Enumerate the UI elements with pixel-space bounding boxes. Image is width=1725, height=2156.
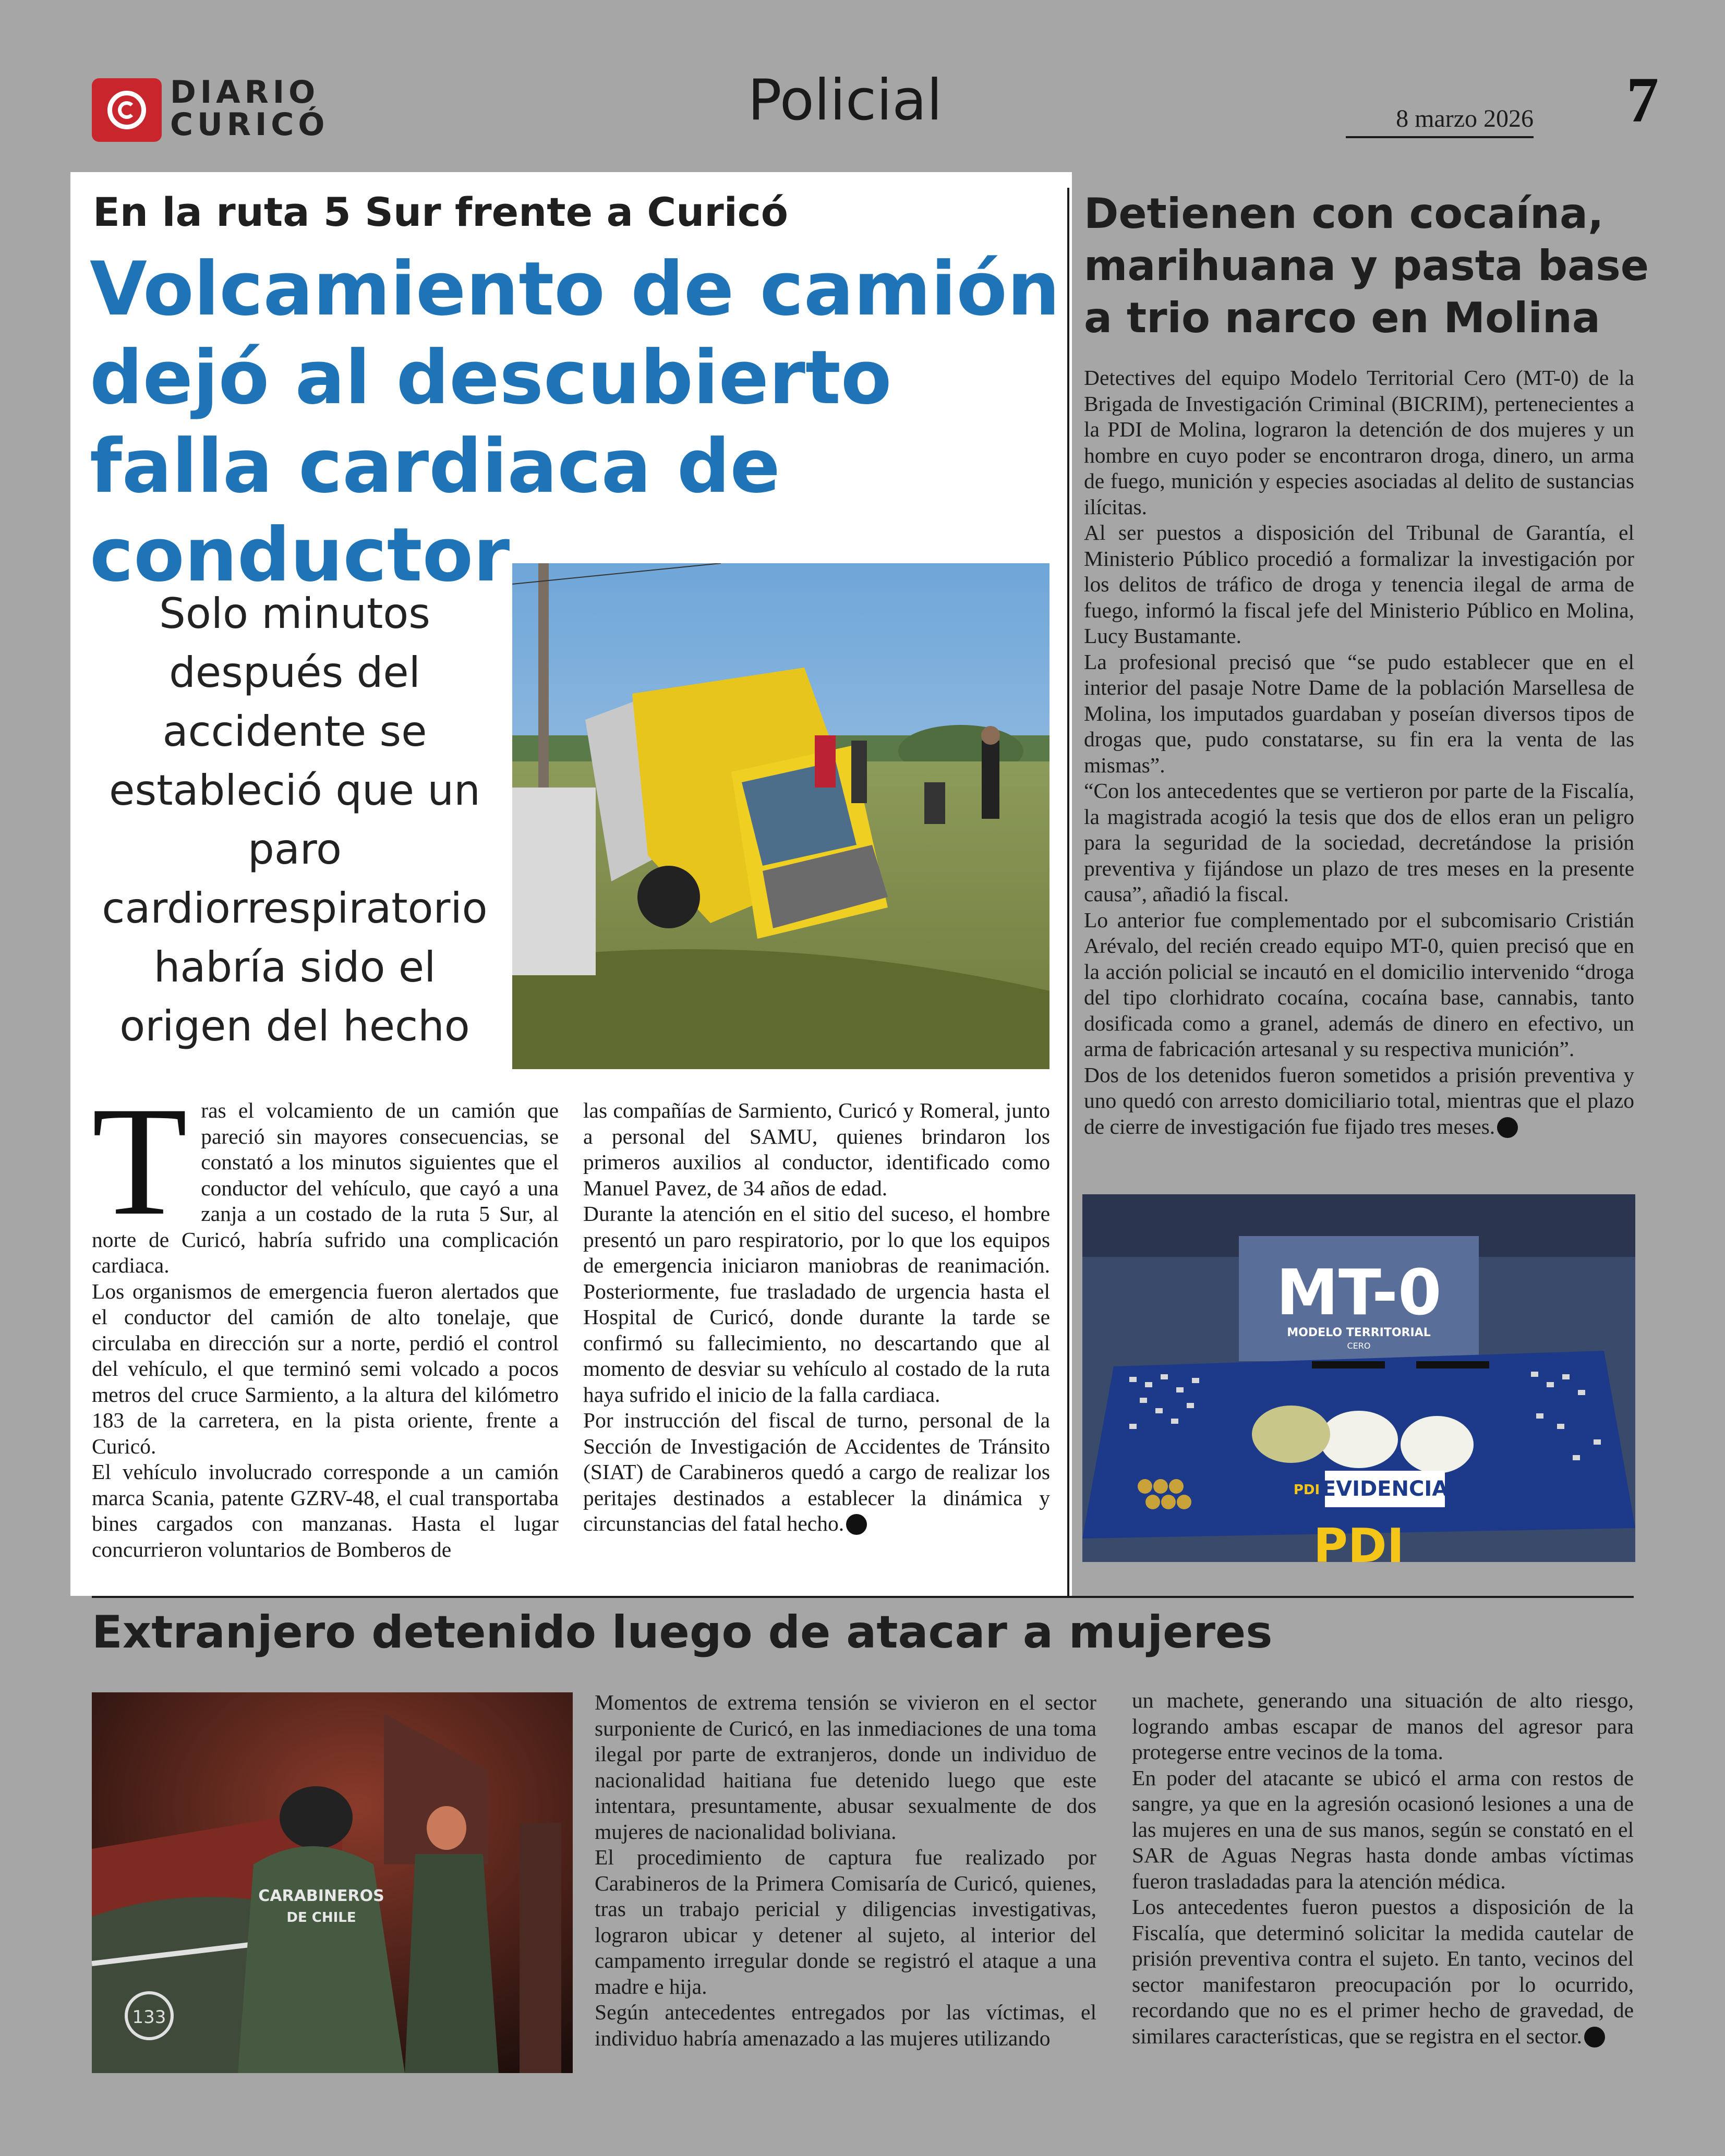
main-article-kicker: En la ruta 5 Sur frente a Curicó <box>93 189 789 235</box>
bottom-article-headline: Extranjero detenido luego de atacar a mujeres <box>92 1606 1273 1658</box>
end-mark-icon <box>846 1514 867 1535</box>
bottom-article-paragraph: Según antecedentes entregados por las víctimas, el individuo habría amenazado a las mujeres utilizando <box>595 2000 1096 2050</box>
page-number: 7 <box>1626 64 1659 136</box>
bottom-article-paragraph: Momentos de extrema tensión se vivieron en el sector surponiente de Curicó, en las inmediaciones de una toma ilegal por parte de extranjeros, donde un individuo de nacionalidad haitiana fue detenido luego que este intentara, presuntamente, abusar sexualmente de dos mujeres de nacionalidad boliviana. <box>595 1690 1096 1844</box>
main-article-paragraph: Durante la atención en el sitio del suceso, el hombre presentó un paro respiratorio, por lo que los equipos de emergencia iniciaron maniobras de reanimación. Posteriormente, fue trasladado de urgencia hasta el Hospital de Curicó, donde durante la tarde se confirmó su fallecimiento, no descartando que al momento de desviar su vehículo al costado de la ruta haya sufrido el inicio de la falla cardiaca. <box>583 1202 1050 1407</box>
seized-evidence-photo <box>1082 1194 1635 1562</box>
main-article-paragraph <box>583 1408 1050 1537</box>
issue-date: 8 marzo 2026 <box>1346 104 1534 138</box>
vest-text-2: DE CHILE <box>286 1910 356 1925</box>
bottom-article-closing-text: Los antecedentes fueron puestos a disposición de la Fiscalía, que determinó solicitar la medida cautelar de prisión preventiva contra el sujeto. En tanto, vecinos del sector manifestaron preocupación por lo ocurrido, recordando que no es el primer hecho de gravedad, de similares características, que se registra en el sector. <box>1132 1895 1634 2048</box>
bottom-article-column-1 <box>595 1690 1096 2051</box>
right-article-paragraph: Al ser puestos a disposición del Tribunal de Garantía, el Ministerio Público procedió a formalizar la investigación por los delitos de tráfico de droga y tenencia ilegal de arma de fuego, informó la fiscal jefe del Ministerio Público en Molina, Lucy Bustamante. <box>1084 520 1634 648</box>
logo-icon <box>92 78 162 142</box>
bottom-article-column-2 <box>1132 1688 1634 2049</box>
police-night-photo <box>92 1692 573 2073</box>
main-article-paragraph: Los organismos de emergencia fueron alertados que el conductor del camión de alto tonelaje, que circulaba en dirección sur a norte, perdió el control del vehículo, el que terminó semi volcado a pocos metros del cruce Sarmiento, a la altura del kilómetro 183 de la carretera, en la pista oriente, frente a Curicó. <box>92 1279 559 1458</box>
end-mark-icon <box>1497 1117 1518 1138</box>
right-article-body <box>1084 365 1634 1140</box>
right-article-paragraph: “Con los antecedentes que se vertieron por parte de la Fiscalía, la magistrada acogió la tesis que dos de ellos eran un peligro para la seguridad de la sociedad, decretándose la prisión preventiva y fijándose un plazo de tres meses en la presente causa”, añadió la fiscal. <box>1084 779 1634 906</box>
vest-text-1: CARABINEROS <box>258 1887 384 1905</box>
logo-line-1: DIARIO <box>170 74 320 111</box>
pull-quote: Solo minutos después del accidente se estableció que un paro cardiorrespiratorio habría sido el origen del hecho <box>102 589 488 1050</box>
main-article-headline: Volcamiento de camión dejó al descubierto falla cardiaca de conductor <box>90 246 1060 598</box>
right-article-paragraph <box>1084 1062 1634 1140</box>
right-article-paragraph: Detectives del equipo Modelo Territorial Cero (MT-0) de la Brigada de Investigación Criminal (BICRIM), pertenecientes a la PDI de Molina, lograron la detención de dos mujeres y un hombre en cuyo poder se encontraron droga, dinero, un arma de fuego, munición y especies asociadas al delito de sustancias ilícitas. <box>1084 366 1634 519</box>
evidence-label-tag: PDI <box>1293 1482 1320 1498</box>
logo-line-2: CURICÓ <box>170 106 329 143</box>
bottom-article-paragraph: En poder del atacante se ubicó el arma con restos de sangre, ya que en la agresión ocasionó lesiones a una de las mujeres en una de sus manos, según se constató en el SAR de Aguas Negras hasta donde ambas víctimas fueron trasladadas para la atención médica. <box>1132 1765 1634 1893</box>
right-article-paragraph: La profesional precisó que “se pudo establecer que en el interior del pasaje Notre Dame de la población Marsellesa de Molina, los imputados guardaban y poseían diversos tipos de drogas que, pudo constatarse, su fin era la venta de las mismas”. <box>1084 649 1634 777</box>
evidence-sign-text: MT-0 <box>1276 1257 1442 1329</box>
evidence-label-text: EVIDENCIA <box>1321 1477 1449 1501</box>
right-article-headline: Detienen con cocaína, marihuana y pasta base a trio narco en Molina <box>1084 189 1649 342</box>
right-article-paragraph: Lo anterior fue complementado por el subcomisario Cristián Arévalo, del recién creado equipo MT-0, quien precisó que en la acción policial se incautó en el domicilio intervenido “droga del tipo clorhidrato cocaína, cocaína base, cannabis, tanto dosificada como a granel, además de dinero en efectivo, un arma de fabricación artesanal y su respectiva munición”. <box>1084 907 1634 1061</box>
photo-bottom-text: PDI <box>1313 1519 1405 1562</box>
right-article-closing-text: Dos de los detenidos fueron sometidos a prisión preventiva y uno quedó con arresto domiciliario total, mientras que el plazo de cierre de investigación fue fijado tres meses. <box>1084 1062 1634 1138</box>
section-title: Policial <box>747 68 943 133</box>
patrol-car-number: 133 <box>132 2007 166 2028</box>
drop-cap: T <box>92 1074 188 1247</box>
evidence-sign-subtitle-2: CERO <box>1347 1341 1371 1351</box>
newspaper-logo <box>170 76 337 141</box>
main-article-closing-text: Por instrucción del fiscal de turno, personal de la Sección de Investigación de Accidentes de Tránsito (SIAT) de Carabineros quedó a cargo de realizar los peritajes destinados a establecer la dinámica y circunstancias del fatal hecho. <box>583 1408 1050 1535</box>
bottom-article-paragraph: El procedimiento de captura fue realizado por Carabineros de la Primera Comisaría de Curicó, quienes, tras un trabajo pericial y diligencias investigativas, lograron ubicar y detener al sujeto, al interior del campamento irregular donde se registró el ataque a una madre e hija. <box>595 1845 1096 1998</box>
main-article-paragraph: las compañías de Sarmiento, Curicó y Romeral, junto a personal del SAMU, quienes brindaron los primeros auxilios al conductor, identificado como Manuel Pavez, de 34 años de edad. <box>583 1098 1050 1200</box>
main-article-paragraph: ras el volcamiento de un camión que pareció sin mayores consecuencias, se constató a los minutos siguientes que el conductor del vehículo, que cayó a una zanja a un costado de la ruta 5 Sur, al norte de Curicó, habría sufrido una complicación cardiaca. <box>92 1098 559 1277</box>
column-divider <box>1067 188 1069 1596</box>
evidence-sign-subtitle: MODELO TERRITORIAL <box>1287 1326 1431 1339</box>
main-article-column-2 <box>583 1098 1050 1537</box>
bottom-article-paragraph: un machete, generando una situación de alto riesgo, logrando ambas escapar de manos del agresor para protegerse entre vecinos de la toma. <box>1132 1688 1634 1764</box>
bottom-article-paragraph <box>1132 1894 1634 2049</box>
end-mark-icon <box>1584 2027 1605 2048</box>
main-article-column-1 <box>92 1074 559 1563</box>
truck-accident-photo <box>512 563 1050 1069</box>
section-divider <box>92 1596 1634 1598</box>
main-article-paragraph: El vehículo involucrado corresponde a un camión marca Scania, patente GZRV-48, el cual transportaba bines cargados con manzanas. Hasta el lugar concurrieron voluntarios de Bomberos de <box>92 1460 559 1561</box>
